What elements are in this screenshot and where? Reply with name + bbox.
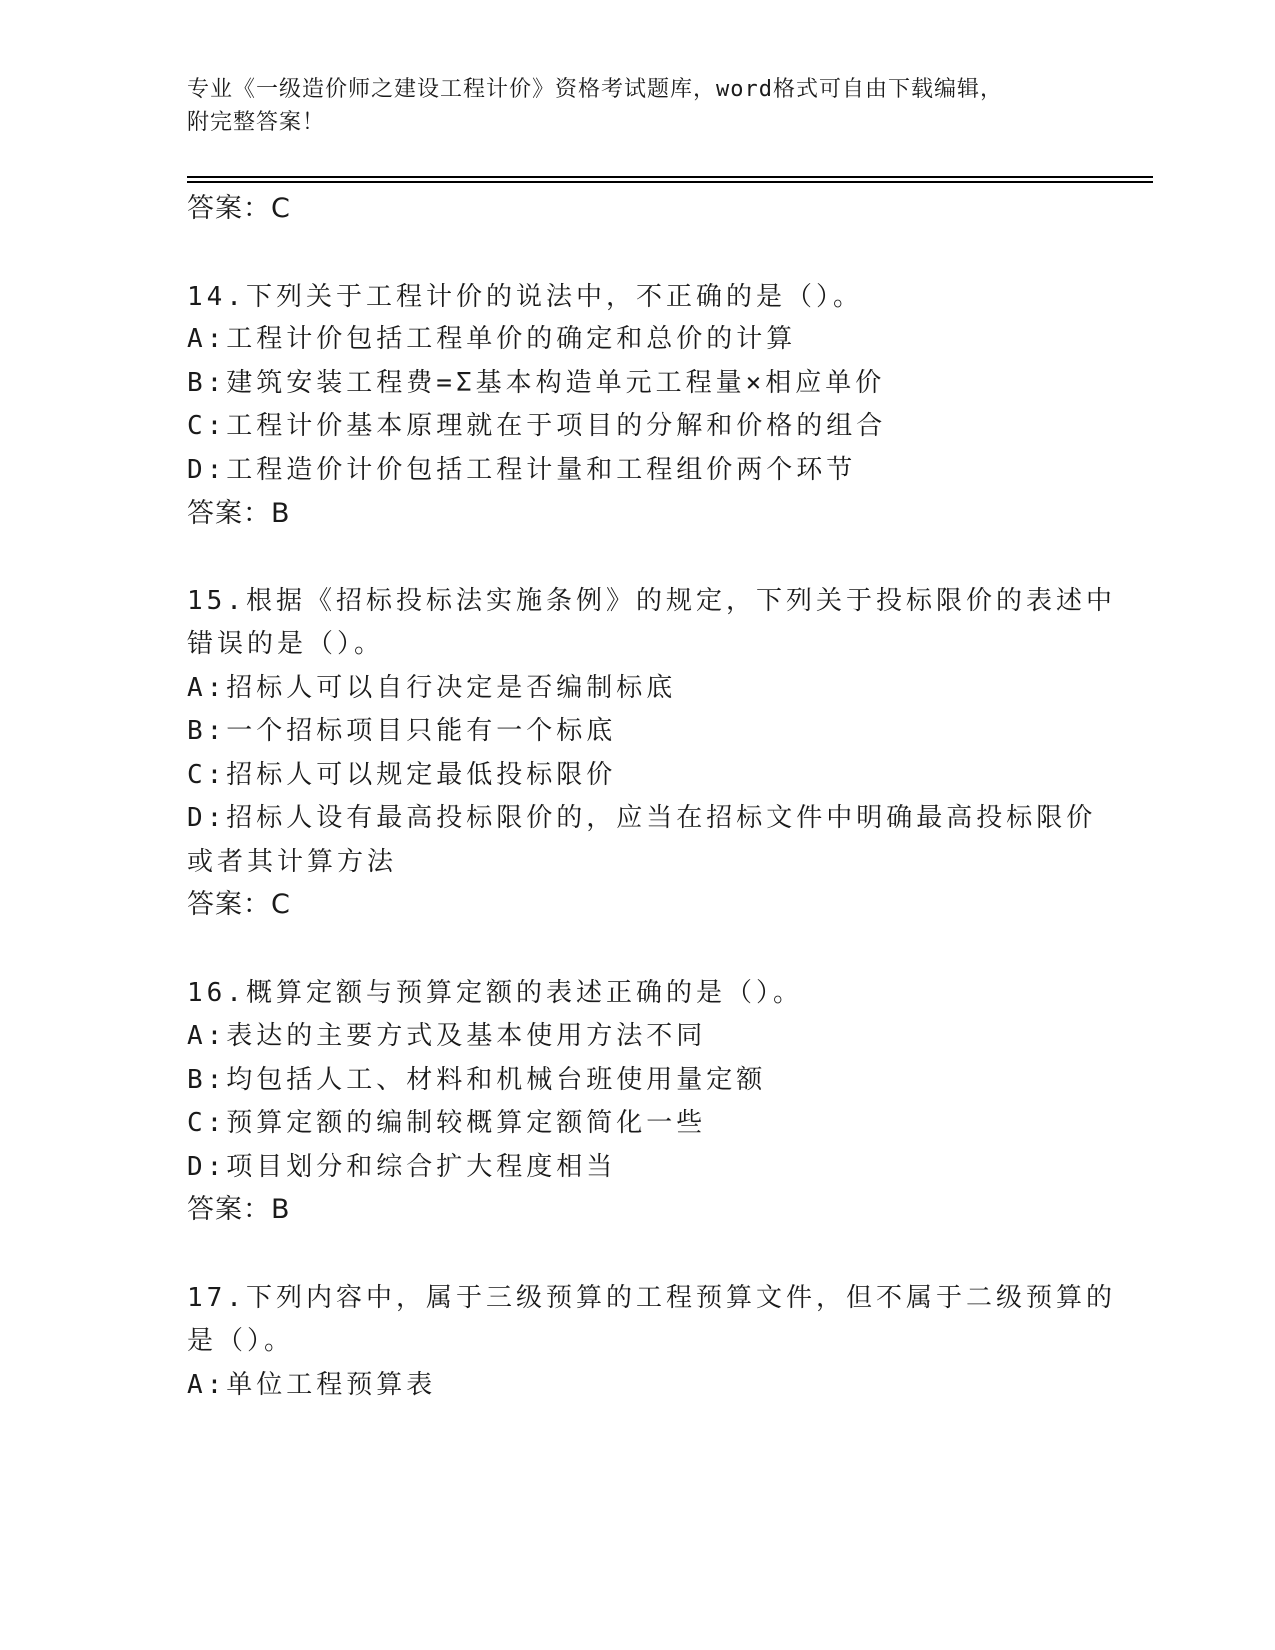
- question-14-answer: 答案：B: [187, 498, 291, 529]
- header-line-2: 附完整答案！: [187, 110, 326, 135]
- question-15-stem-line-1: 15.根据《招标投标法实施条例》的规定，下列关于投标限价的表述中: [187, 586, 1116, 616]
- question-15-option-d-line-1: D:招标人设有最高投标限价的，应当在招标文件中明确最高投标限价: [187, 803, 1097, 833]
- question-14-stem: 14.下列关于工程计价的说法中，不正确的是（）。: [187, 282, 863, 312]
- question-15-option-c: C:招标人可以规定最低投标限价: [187, 760, 617, 790]
- question-16-option-b: B:均包括人工、材料和机械台班使用量定额: [187, 1065, 767, 1095]
- document-header: [187, 73, 1087, 139]
- question-16-option-a: A:表达的主要方式及基本使用方法不同: [187, 1021, 707, 1051]
- question-15-answer: 答案：C: [187, 889, 291, 920]
- question-17-option-a: A:单位工程预算表: [187, 1370, 437, 1400]
- question-15-option-b: B:一个招标项目只能有一个标底: [187, 716, 617, 746]
- question-16-answer: 答案：B: [187, 1194, 291, 1225]
- question-14-option-d: D:工程造价计价包括工程计量和工程组价两个环节: [187, 455, 857, 485]
- header-line-1: 专业《一级造价师之建设工程计价》资格考试题库，word格式可自由下载编辑，: [187, 77, 1003, 102]
- question-15-stem-line-2: 错误的是（）。: [187, 629, 385, 659]
- header-rule-bottom: [187, 181, 1153, 183]
- question-17-stem-line-1: 17.下列内容中，属于三级预算的工程预算文件，但不属于二级预算的: [187, 1283, 1116, 1313]
- header-rule-top: [187, 176, 1153, 178]
- question-17-stem-line-2: 是（）。: [187, 1326, 295, 1356]
- question-14-option-b: B:建筑安装工程费=Σ基本构造单元工程量×相应单价: [187, 368, 886, 398]
- question-14-option-c: C:工程计价基本原理就在于项目的分解和价格的组合: [187, 411, 887, 441]
- question-16-option-d: D:项目划分和综合扩大程度相当: [187, 1152, 617, 1182]
- answer-line: 答案：C: [187, 193, 291, 224]
- question-16-option-c: C:预算定额的编制较概算定额简化一些: [187, 1108, 707, 1138]
- question-14-option-a: A:工程计价包括工程单价的确定和总价的计算: [187, 324, 797, 354]
- question-16-stem: 16.概算定额与预算定额的表述正确的是（）。: [187, 978, 803, 1008]
- question-15-option-d-line-2: 或者其计算方法: [187, 847, 398, 877]
- question-15-option-a: A:招标人可以自行决定是否编制标底: [187, 673, 677, 703]
